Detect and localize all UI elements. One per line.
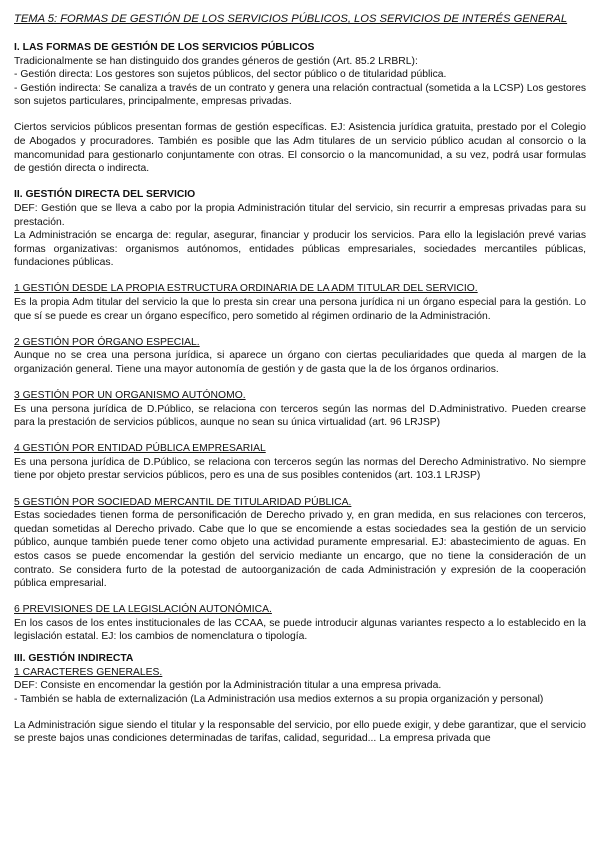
paragraph: - También se habla de externalización (La Administración usa medios externos a su propia organización y personal) (14, 693, 544, 705)
paragraph: - Gestión directa: Los gestores son sujetos públicos, del sector público o de titularidad pública. (14, 69, 447, 81)
subsection-heading: 2 GESTIÓN POR ÓRGANO ESPECIAL. (14, 336, 200, 348)
subsection-heading: 1 CARACTERES GENERALES. (14, 666, 163, 678)
paragraph: La Administración se encarga de: regular, asegurar, financiar y producir los servicios. Para ello la legislación prevé varias formas organizativas: organismos autónomos, entidades públicas empresariales, sociedades mercantiles públicas, fundaciones públicas. (14, 230, 586, 269)
subsection-heading: 4 GESTIÓN POR ENTIDAD PÚBLICA EMPRESARIAL (14, 443, 266, 455)
section-heading-directa: II. GESTIÓN DIRECTA DEL SERVICIO (14, 189, 196, 201)
paragraph: Es una persona jurídica de D.Público, se relaciona con terceros según las normas del Derecho Administrativo. No siempre tiene por objeto prestar servicios públicos, pero es una de sus posibles contenidos (art. 103.1 LRJSP) (14, 456, 586, 482)
document-title: TEMA 5: FORMAS DE GESTIÓN DE LOS SERVICIOS PÚBLICOS, LOS SERVICIOS DE INTERÉS GENERAL (14, 13, 568, 25)
paragraph: La Administración sigue siendo el titular y la responsable del servicio, por ello puede exigir, y debe garantizar, que el servicio se preste bajos unas condiciones determinadas de tarifas, calidad, seguridad... La empresa privada que (14, 719, 586, 745)
subsection-heading: 3 GESTIÓN POR UN ORGANISMO AUTÓNOMO. (14, 389, 246, 401)
subsection-heading: 5 GESTIÓN POR SOCIEDAD MERCANTIL DE TITULARIDAD PÚBLICA. (14, 496, 352, 508)
paragraph: Aunque no se crea una persona jurídica, si aparece un órgano con ciertas peculiaridades que queda al margen de la organización general. Tiene una mayor autonomía de gestión y de gasta que la de los órganos ordinarios. (14, 350, 586, 375)
paragraph: DEF: Consiste en encomendar la gestión por la Administración titular a una empresa privada. (14, 680, 442, 692)
paragraph: Es la propia Adm titular del servicio la que lo presta sin crear una persona jurídica ni un órgano especial para la gestión. Lo que sí se puede es crear un órgano específico, pero sometido al régimen ordinario de la Administración. (14, 297, 586, 322)
paragraph: Tradicionalmente se han distinguido dos grandes géneros de gestión (Art. 85.2 LRBRL): (14, 55, 418, 67)
paragraph: Ciertos servicios públicos presentan formas de gestión específicas. EJ: Asistencia jurídica gratuita, prestado por el Colegio de Abogados y procuradores. También es posible que las Adm titulares de un servicio público acudan al consorcio o la mancomunidad para gestionarlo conjuntamente con otras. El consorcio o la mancomunidad, a su vez, podrá usar formulas de gestión directa o indirecta. (14, 122, 586, 175)
paragraph: - Gestión indirecta: Se canaliza a través de un contrato y genera una relación contractual (sometida a la LCSP) Los gestores son sujetos particulares, principalmente, empresas privadas. (14, 82, 586, 108)
section-heading-indirecta: III. GESTIÓN INDIRECTA (14, 652, 134, 664)
paragraph: Es una persona jurídica de D.Público, se relaciona con terceros según las normas del D.Administrativo. Pueden crearse para la prestación de servicios públicos, aunque no sean su única virtualidad (art. 96 LRJSP) (14, 403, 586, 429)
paragraph: Estas sociedades tienen forma de personificación de Derecho privado y, en gran medida, en sus relaciones con terceros, quedan sometidas al Derecho privado. Cabe que lo que se encomiende a estas sociedades sea la gestión de un servicio público, aunque también puede tener como objeto una actividad puramente empresarial. EJ: abastecimiento de aguas. En estos casos se puede encomendar la gestión del servicio mediante un encargo, que no tiene la consideración de un contrato. Se considera furto de la potestad de autoorganización de cada Administración y expresión de la cooperación pública empresarial. (14, 510, 586, 590)
paragraph: En los casos de los entes institucionales de las CCAA, se puede introducir algunas variantes respecto a lo establecido en la legislación estatal. EJ: los cambios de nomenclatura o tipología. (14, 617, 586, 643)
paragraph: DEF: Gestión que se lleva a cabo por la propia Administración titular del servicio, sin recurrir a empresas privadas para su prestación. (14, 202, 586, 228)
section-heading-formas: I. LAS FORMAS DE GESTIÓN DE LOS SERVICIOS PÚBLICOS (14, 42, 315, 53)
subsection-heading: 6 PREVISIONES DE LA LEGISLACIÓN AUTONÓMICA. (14, 604, 272, 616)
subsection-heading: 1 GESTIÓN DESDE LA PROPIA ESTRUCTURA ORDINARIA DE LA ADM TITULAR DEL SERVICIO. (14, 283, 478, 295)
